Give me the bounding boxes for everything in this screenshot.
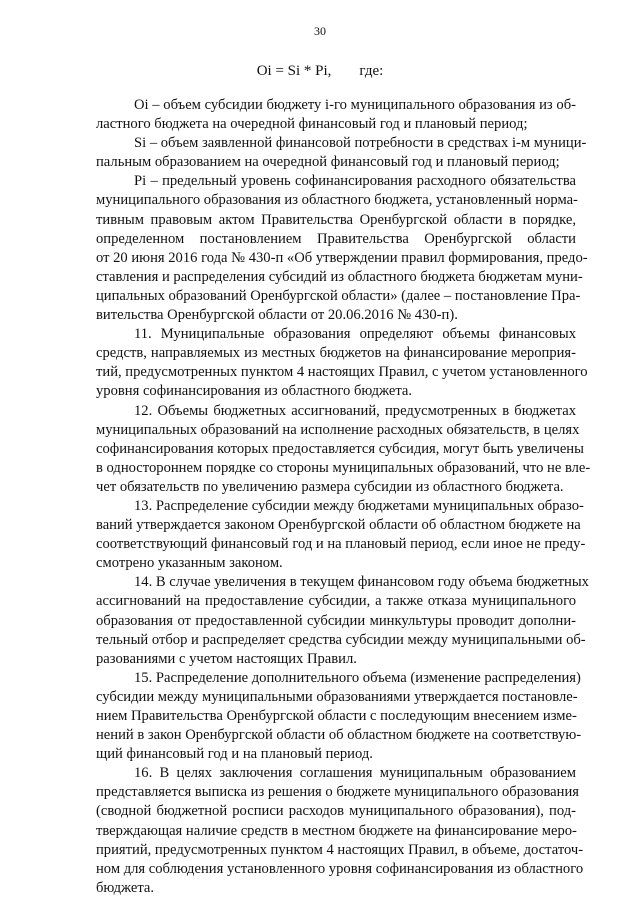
text-line: Si – объем заявленной финансовой потребности в средствах i-м муници-: [134, 135, 587, 152]
body-text: [96, 96, 591, 898]
text-line: вительства Оренбургской области от 20.06.2016 № 430-п).: [96, 307, 458, 324]
paragraph: [96, 764, 584, 898]
text-line: софинансирования которых предоставляется субсидия, могут быть увеличены: [96, 440, 584, 457]
text-line: Oi – объем субсидии бюджету i-го муниципального образования из об-: [134, 97, 576, 113]
page-number: 30: [314, 24, 326, 38]
text-line: приятий, предусмотренных пунктом 4 настоящих Правил, в объеме, достаточ-: [96, 841, 584, 858]
text-line: ластного бюджета на очередной финансовый год и плановый период;: [96, 116, 528, 133]
text-line: чет обязательств по увеличению размера субсидии из областного бюджета.: [96, 478, 564, 495]
text-line: субсидии между муниципальными образованиями утверждается постановле-: [96, 688, 578, 705]
text-line: соответствующий финансовый год и на плановый период, если иное не преду-: [96, 536, 586, 553]
text-line: 16. В целях заключения соглашения муниципальным образованием: [134, 765, 576, 782]
text-line: нений в закон Оренбургской области об областном бюджете на соответствую-: [96, 727, 582, 744]
text-line: бюджета.: [96, 879, 155, 896]
text-line: разованиями с учетом настоящих Правил.: [96, 650, 357, 667]
text-line: ставления и распределения субсидий из областного бюджета бюджетам муни-: [96, 268, 583, 285]
text-line: щий финансовый год и на плановый период.: [96, 746, 373, 763]
formula-suffix: где:: [359, 63, 384, 79]
paragraph: [96, 497, 586, 573]
text-line: тверждающая наличие средств в местном бюджете на финансирование меро-: [96, 822, 577, 839]
text-line: уровня софинансирования из областного бюджета.: [96, 383, 413, 400]
text-line: муниципального образования из областного бюджета, установленный норма-: [96, 192, 578, 209]
paragraph: [96, 172, 588, 325]
text-line: 13. Распределение субсидии между бюджетами муниципальных образо-: [134, 497, 584, 514]
text-line: смотрено указанным законом.: [96, 555, 283, 572]
text-line: (сводной бюджетной росписи расходов муниципального образования), под-: [96, 803, 576, 820]
text-line: представляется выписка из решения о бюджете муниципального образования: [96, 784, 579, 801]
text-line: тельный отбор и распределяет средства субсидии между муниципальными об-: [96, 631, 586, 648]
paragraph: [96, 669, 582, 764]
text-line: ципальных образований Оренбургской области» (далее – постановление Пра-: [96, 287, 581, 304]
text-line: пальным образованием на очередной финансовый год и плановый период;: [96, 154, 560, 171]
text-line: в одностороннем порядке со стороны муниципальных образований, что не вле-: [96, 459, 591, 476]
text-line: от 20 июня 2016 года № 430-п «Об утверждении правил формирования, предо-: [96, 249, 588, 266]
text-line: нием Правительства Оренбургской области с последующим внесением изме-: [96, 708, 577, 724]
text-line: ассигнований на предоставление субсидии, а также отказа муниципального: [96, 593, 576, 610]
text-line: муниципальных образований на исполнение расходных обязательств, в целях: [96, 421, 580, 438]
paragraph: [96, 325, 588, 401]
text-line: ваний утверждается законом Оренбургской области об областном бюджете на: [96, 517, 581, 534]
paragraph: [96, 402, 591, 497]
text-line: ном для соблюдения установленного уровня софинансирования из областного: [96, 860, 584, 877]
text-line: тий, предусмотренных пунктом 4 настоящих Правил, с учетом установленного: [96, 364, 588, 381]
text-line: 11. Муниципальные образования определяют объемы финансовых: [134, 326, 576, 343]
text-line: Pi – предельный уровень софинансирования расходного обязательства: [134, 173, 576, 190]
formula-line: [0, 63, 640, 80]
text-line: тивным правовым актом Правительства Оренбургской области в порядке,: [96, 211, 576, 228]
text-line: средств, направляемых из местных бюджетов на финансирование мероприя-: [96, 345, 576, 362]
paragraph: [96, 573, 589, 668]
text-line: 14. В случае увеличения в текущем финансовом году объема бюджетных: [134, 574, 589, 591]
text-line: образования от предоставленной субсидии минкультуры проводит дополни-: [96, 612, 576, 629]
paragraph: [96, 96, 576, 134]
text-line: 15. Распределение дополнительного объема (изменение распределения): [134, 669, 581, 686]
text-line: 12. Объемы бюджетных ассигнований, предусмотренных в бюджетах: [134, 402, 576, 419]
text-line: определенном постановлением Правительства Оренбургской области: [96, 230, 576, 247]
paragraph: [96, 134, 587, 172]
formula-expression: Oi = Si * Pi,: [256, 63, 332, 79]
